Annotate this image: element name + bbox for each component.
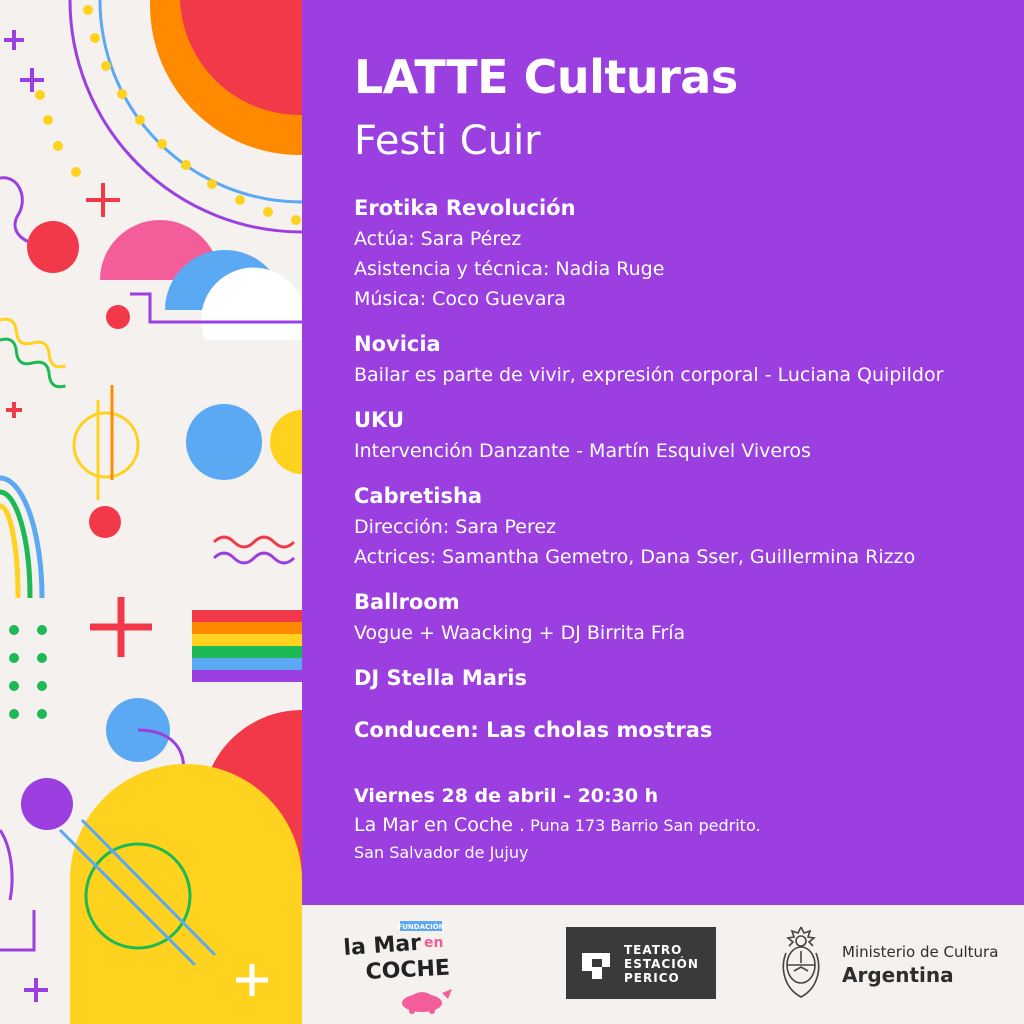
act-credit: Música: Coco Guevara xyxy=(354,288,566,310)
event-title: LATTE Culturas xyxy=(354,50,738,104)
event-info-panel xyxy=(302,0,1024,905)
act-title: Cabretisha xyxy=(354,484,483,508)
geometric-pattern xyxy=(0,0,302,1024)
act-credit: Asistencia y técnica: Nadia Ruge xyxy=(354,258,665,280)
lamar-line3-text: COCHE xyxy=(365,955,451,985)
national-shield-icon xyxy=(780,923,822,1003)
lamar-line1-text: la Mar xyxy=(342,930,422,961)
la-mar-en-coche-logo xyxy=(342,919,467,1014)
teatro-icon xyxy=(580,949,612,981)
teatro-line3: PERICO xyxy=(624,971,680,985)
act-credit: Bailar es parte de vivir, expresión corporal - Luciana Quipildor xyxy=(354,364,944,386)
lamar-line2-text: en xyxy=(424,935,444,951)
ministerio-line1: Ministerio de Cultura xyxy=(842,943,999,961)
teatro-line1: TEATRO xyxy=(624,943,683,957)
act-credit: Actúa: Sara Pérez xyxy=(354,228,522,250)
lamar-small-text: FUNDACIÓN xyxy=(397,923,445,931)
venue-name: La Mar en Coche . xyxy=(354,814,526,836)
act-credit: Dirección: Sara Perez xyxy=(354,516,556,538)
event-subtitle: Festi Cuir xyxy=(354,118,541,164)
act-title: DJ Stella Maris xyxy=(354,666,527,690)
hosts-line: Conducen: Las cholas mostras xyxy=(354,718,713,742)
teatro-line2: ESTACIÓN xyxy=(624,957,699,971)
sponsors-footer xyxy=(302,905,1024,1024)
act-title: Erotika Revolución xyxy=(354,196,576,220)
act-title: UKU xyxy=(354,408,405,432)
decorative-artwork xyxy=(0,0,302,1024)
event-city: San Salvador de Jujuy xyxy=(354,843,529,862)
ministerio-line2: Argentina xyxy=(842,963,954,987)
venue-address: Puna 173 Barrio San pedrito. xyxy=(530,816,761,835)
act-credit: Intervención Danzante - Martín Esquivel Viveros xyxy=(354,440,811,462)
event-location xyxy=(354,814,761,836)
act-credit: Actrices: Samantha Gemetro, Dana Sser, Guillermina Rizzo xyxy=(354,546,916,568)
act-credit: Vogue + Waacking + DJ Birrita Fría xyxy=(354,622,686,644)
teatro-estacion-perico-logo xyxy=(566,927,716,999)
act-title: Ballroom xyxy=(354,590,460,614)
event-date: Viernes 28 de abril - 20:30 h xyxy=(354,785,659,807)
act-title: Novicia xyxy=(354,332,441,356)
